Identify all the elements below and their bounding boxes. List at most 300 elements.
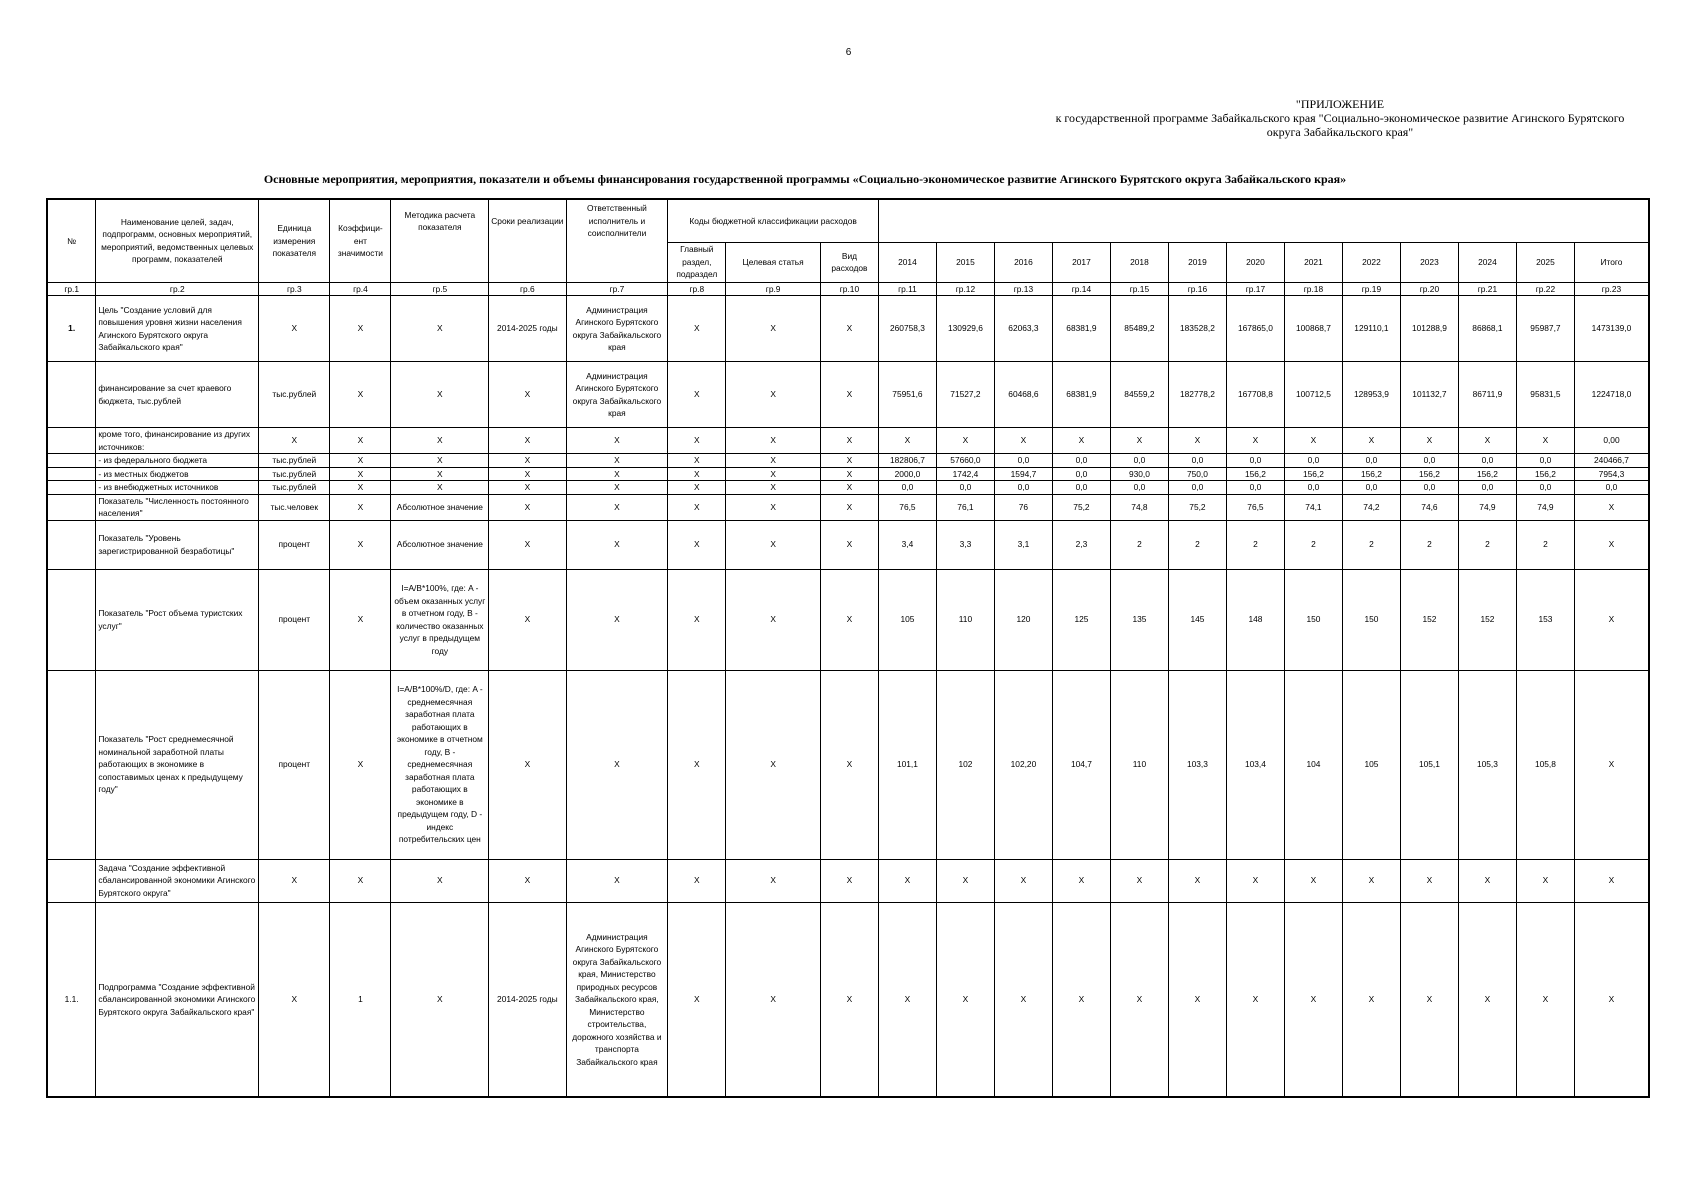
row-target-item: X <box>726 859 821 902</box>
row-method: X <box>391 467 489 481</box>
row-year-value: 1594,7 <box>994 467 1052 481</box>
row-year-value: 76,1 <box>936 494 994 520</box>
row-year-value: 57660,0 <box>936 454 994 468</box>
row-executor: X <box>566 859 668 902</box>
row-year-value: 167865,0 <box>1226 296 1284 362</box>
row-year-value: 86711,9 <box>1458 362 1516 428</box>
row-year-value: 0,0 <box>1052 467 1110 481</box>
header-num: № <box>47 199 96 282</box>
group-number-cell: гр.7 <box>566 282 668 296</box>
row-name: Подпрограмма "Создание эффективной сбалансированной экономики Агинского Бурятского округа Забайкальского края" <box>96 902 259 1097</box>
header-years-group <box>878 199 1649 242</box>
row-year-value: 110 <box>936 569 994 670</box>
row-chapter: X <box>668 454 726 468</box>
row-expense-type: X <box>820 428 878 454</box>
row-terms: 2014-2025 годы <box>489 296 566 362</box>
row-name: Задача "Создание эффективной сбалансированной экономики Агинского Бурятского округа" <box>96 859 259 902</box>
row-year-value: 74,6 <box>1400 494 1458 520</box>
row-method: X <box>391 859 489 902</box>
header-executor-cont <box>566 242 668 282</box>
row-name: - из внебюджетных источников <box>96 481 259 495</box>
row-year-value: 148 <box>1226 569 1284 670</box>
row-unit: тыс.рублей <box>259 362 330 428</box>
row-year-value: 0,0 <box>1168 454 1226 468</box>
row-year-value: 0,0 <box>1226 481 1284 495</box>
row-year-value: X <box>1342 859 1400 902</box>
row-year-value: 153 <box>1516 569 1574 670</box>
row-year-value: X <box>1516 859 1574 902</box>
row-chapter: X <box>668 362 726 428</box>
row-total: 1224718,0 <box>1574 362 1649 428</box>
row-year-value: 0,0 <box>1110 454 1168 468</box>
row-year-value: 0,0 <box>1516 481 1574 495</box>
header-year: 2020 <box>1226 242 1284 282</box>
row-coef: X <box>330 296 391 362</box>
row-year-value: X <box>1284 859 1342 902</box>
row-year-value: 260758,3 <box>878 296 936 362</box>
row-year-value: 150 <box>1284 569 1342 670</box>
row-target-item: X <box>726 520 821 569</box>
table-row <box>47 902 1649 1097</box>
header-year: 2016 <box>994 242 1052 282</box>
header-expense-type: Вид расходов <box>820 242 878 282</box>
row-year-value: 3,4 <box>878 520 936 569</box>
row-method: Абсолютное значение <box>391 520 489 569</box>
row-method: X <box>391 428 489 454</box>
row-terms: X <box>489 428 566 454</box>
row-coef: X <box>330 454 391 468</box>
row-year-value: X <box>1458 859 1516 902</box>
row-year-value: 167708,8 <box>1226 362 1284 428</box>
group-number-cell: гр.11 <box>878 282 936 296</box>
table-row <box>47 362 1649 428</box>
row-unit: тыс.рублей <box>259 467 330 481</box>
row-year-value: 156,2 <box>1400 467 1458 481</box>
header-year: 2024 <box>1458 242 1516 282</box>
row-year-value: 2 <box>1516 520 1574 569</box>
row-year-value: 74,1 <box>1284 494 1342 520</box>
row-name: Показатель "Рост объема туристских услуг" <box>96 569 259 670</box>
row-method: X <box>391 296 489 362</box>
table-row <box>47 859 1649 902</box>
header-name: Наименование целей, задач, подпрограмм, основных мероприятий, мероприятий, ведомственных целевых программ, показателей <box>96 199 259 282</box>
row-number <box>47 467 96 481</box>
group-number-cell: гр.15 <box>1110 282 1168 296</box>
row-coef: X <box>330 859 391 902</box>
row-number <box>47 569 96 670</box>
group-number-cell: гр.20 <box>1400 282 1458 296</box>
row-expense-type: X <box>820 902 878 1097</box>
row-coef: X <box>330 362 391 428</box>
row-year-value: X <box>1400 428 1458 454</box>
row-year-value: 0,0 <box>1458 454 1516 468</box>
header-row-1 <box>47 199 1649 242</box>
row-year-value: 76,5 <box>1226 494 1284 520</box>
row-year-value: 103,4 <box>1226 670 1284 859</box>
row-executor: X <box>566 670 668 859</box>
row-year-value: 0,0 <box>1400 481 1458 495</box>
row-method: X <box>391 902 489 1097</box>
header-chapter: Главный раздел, подраздел <box>668 242 726 282</box>
row-year-value: 76,5 <box>878 494 936 520</box>
row-target-item: X <box>726 467 821 481</box>
header-terms-cont <box>489 242 566 282</box>
row-name: - из федерального бюджета <box>96 454 259 468</box>
row-terms: X <box>489 467 566 481</box>
row-executor: X <box>566 428 668 454</box>
row-method: I=A/B*100%, где: A - объем оказанных услуг в отчетном году, B - количество оказанных услуг в предыдущем году <box>391 569 489 670</box>
row-year-value: 125 <box>1052 569 1110 670</box>
table-row <box>47 296 1649 362</box>
row-year-value: 145 <box>1168 569 1226 670</box>
row-year-value: 2 <box>1226 520 1284 569</box>
row-year-value: 128953,9 <box>1342 362 1400 428</box>
row-year-value: X <box>936 902 994 1097</box>
row-year-value: X <box>1168 859 1226 902</box>
group-number-cell: гр.6 <box>489 282 566 296</box>
row-expense-type: X <box>820 520 878 569</box>
row-executor: X <box>566 481 668 495</box>
group-number-cell: гр.14 <box>1052 282 1110 296</box>
row-year-value: 75951,6 <box>878 362 936 428</box>
row-coef: X <box>330 569 391 670</box>
row-year-value: 182806,7 <box>878 454 936 468</box>
row-year-value: 182778,2 <box>1168 362 1226 428</box>
row-year-value: 156,2 <box>1226 467 1284 481</box>
row-year-value: X <box>1400 859 1458 902</box>
row-terms: X <box>489 454 566 468</box>
row-year-value: 0,0 <box>936 481 994 495</box>
row-year-value: 129110,1 <box>1342 296 1400 362</box>
group-number-cell: гр.1 <box>47 282 96 296</box>
row-coef: X <box>330 670 391 859</box>
header-year: 2018 <box>1110 242 1168 282</box>
row-coef: X <box>330 481 391 495</box>
header-executor: Ответственный исполнитель и соисполнители <box>566 199 668 242</box>
row-year-value: 0,0 <box>1110 481 1168 495</box>
row-chapter: X <box>668 569 726 670</box>
row-year-value: 85489,2 <box>1110 296 1168 362</box>
row-year-value: 0,0 <box>1342 481 1400 495</box>
row-year-value: X <box>1516 902 1574 1097</box>
row-year-value: X <box>1110 859 1168 902</box>
row-name: Показатель "Рост среднемесячной номинальной заработной платы работающих в экономике в сопоставимых ценах к предыдущему году" <box>96 670 259 859</box>
row-expense-type: X <box>820 859 878 902</box>
row-coef: X <box>330 428 391 454</box>
row-year-value: 105,3 <box>1458 670 1516 859</box>
table-row <box>47 520 1649 569</box>
row-year-value: 3,1 <box>994 520 1052 569</box>
row-number: 1. <box>47 296 96 362</box>
row-year-value: 152 <box>1458 569 1516 670</box>
row-year-value: X <box>1342 902 1400 1097</box>
row-coef: X <box>330 467 391 481</box>
row-target-item: X <box>726 494 821 520</box>
row-year-value: X <box>1284 428 1342 454</box>
row-name: кроме того, финансирование из других источников: <box>96 428 259 454</box>
row-method: Абсолютное значение <box>391 494 489 520</box>
group-number-cell: гр.10 <box>820 282 878 296</box>
row-year-value: X <box>1052 428 1110 454</box>
row-expense-type: X <box>820 467 878 481</box>
row-year-value: 75,2 <box>1168 494 1226 520</box>
row-year-value: X <box>994 859 1052 902</box>
group-number-row <box>47 282 1649 296</box>
row-year-value: X <box>878 428 936 454</box>
row-year-value: 75,2 <box>1052 494 1110 520</box>
table-row <box>47 454 1649 468</box>
row-expense-type: X <box>820 296 878 362</box>
row-year-value: X <box>1400 902 1458 1097</box>
row-name: Цель "Создание условий для повышения уровня жизни населения Агинского Бурятского округа Забайкальского края" <box>96 296 259 362</box>
group-number-cell: гр.16 <box>1168 282 1226 296</box>
row-total: X <box>1574 670 1649 859</box>
header-method-cont <box>391 242 489 282</box>
row-total: 0,00 <box>1574 428 1649 454</box>
row-year-value: 130929,6 <box>936 296 994 362</box>
row-number <box>47 494 96 520</box>
program-table <box>46 198 1650 1098</box>
row-year-value: X <box>1052 902 1110 1097</box>
row-year-value: 2 <box>1284 520 1342 569</box>
row-year-value: 105 <box>878 569 936 670</box>
row-year-value: 120 <box>994 569 1052 670</box>
header-target-item: Целевая статья <box>726 242 821 282</box>
table-row <box>47 467 1649 481</box>
row-chapter: X <box>668 481 726 495</box>
header-year: 2015 <box>936 242 994 282</box>
header-unit: Единица измерения показателя <box>259 199 330 282</box>
row-year-value: 74,8 <box>1110 494 1168 520</box>
row-unit: процент <box>259 569 330 670</box>
appendix-line-3: округа Забайкальского края" <box>1266 125 1414 139</box>
row-unit: X <box>259 428 330 454</box>
row-year-value: 156,2 <box>1284 467 1342 481</box>
row-year-value: 100712,5 <box>1284 362 1342 428</box>
row-terms: X <box>489 859 566 902</box>
row-target-item: X <box>726 362 821 428</box>
header-terms: Сроки реализации <box>489 199 566 242</box>
group-number-cell: гр.5 <box>391 282 489 296</box>
row-year-value: X <box>1516 428 1574 454</box>
row-total: X <box>1574 902 1649 1097</box>
row-method: I=A/B*100%/D, где: A - среднемесячная заработная плата работающих в экономике в отчетном году, B - среднемесячная заработная плата работающих в экономике в предыдущем году, D - индекс потребительских цен <box>391 670 489 859</box>
row-year-value: 86868,1 <box>1458 296 1516 362</box>
row-chapter: X <box>668 467 726 481</box>
row-executor: Администрация Агинского Бурятского округа Забайкальского края <box>566 362 668 428</box>
row-year-value: 2 <box>1342 520 1400 569</box>
row-executor: X <box>566 520 668 569</box>
row-unit: X <box>259 296 330 362</box>
row-terms: X <box>489 670 566 859</box>
row-executor: X <box>566 454 668 468</box>
row-year-value: X <box>936 859 994 902</box>
row-coef: X <box>330 520 391 569</box>
row-target-item: X <box>726 296 821 362</box>
row-year-value: X <box>1226 428 1284 454</box>
row-year-value: X <box>1342 428 1400 454</box>
row-chapter: X <box>668 520 726 569</box>
row-year-value: 76 <box>994 494 1052 520</box>
row-year-value: 135 <box>1110 569 1168 670</box>
header-coef: Коэффици-ент значимости <box>330 199 391 282</box>
row-year-value: 101,1 <box>878 670 936 859</box>
row-year-value: 0,0 <box>1052 481 1110 495</box>
row-target-item: X <box>726 454 821 468</box>
row-year-value: 0,0 <box>994 454 1052 468</box>
row-year-value: 105,8 <box>1516 670 1574 859</box>
row-year-value: 95831,5 <box>1516 362 1574 428</box>
group-number-cell: гр.19 <box>1342 282 1400 296</box>
header-budget-codes: Коды бюджетной классификации расходов <box>668 199 879 242</box>
row-target-item: X <box>726 428 821 454</box>
row-year-value: 104,7 <box>1052 670 1110 859</box>
row-terms: X <box>489 362 566 428</box>
row-number <box>47 481 96 495</box>
row-coef: 1 <box>330 902 391 1097</box>
row-year-value: X <box>878 859 936 902</box>
row-year-value: X <box>1226 902 1284 1097</box>
row-chapter: X <box>668 494 726 520</box>
row-method: X <box>391 362 489 428</box>
row-target-item: X <box>726 902 821 1097</box>
group-number-cell: гр.21 <box>1458 282 1516 296</box>
group-number-cell: гр.12 <box>936 282 994 296</box>
row-year-value: 0,0 <box>1458 481 1516 495</box>
row-unit: тыс.рублей <box>259 454 330 468</box>
row-chapter: X <box>668 902 726 1097</box>
row-executor: Администрация Агинского Бурятского округа Забайкальского края, Министерство природных ресурсов Забайкальского края, Министерство строительства, дорожного хозяйства и транспорта Забайкальского края <box>566 902 668 1097</box>
row-total: 240466,7 <box>1574 454 1649 468</box>
row-year-value: 152 <box>1400 569 1458 670</box>
row-year-value: 0,0 <box>1226 454 1284 468</box>
row-year-value: 84559,2 <box>1110 362 1168 428</box>
row-number <box>47 859 96 902</box>
row-year-value: X <box>1052 859 1110 902</box>
row-year-value: X <box>1284 902 1342 1097</box>
row-year-value: X <box>878 902 936 1097</box>
row-terms: 2014-2025 годы <box>489 902 566 1097</box>
row-total: X <box>1574 859 1649 902</box>
row-executor: X <box>566 467 668 481</box>
row-year-value: 104 <box>1284 670 1342 859</box>
row-year-value: 74,2 <box>1342 494 1400 520</box>
row-year-value: 105 <box>1342 670 1400 859</box>
row-year-value: 0,0 <box>1284 481 1342 495</box>
group-number-cell: гр.18 <box>1284 282 1342 296</box>
row-name: - из местных бюджетов <box>96 467 259 481</box>
row-chapter: X <box>668 428 726 454</box>
row-terms: X <box>489 481 566 495</box>
row-year-value: X <box>1168 428 1226 454</box>
row-name: Показатель "Уровень зарегистрированной безработицы" <box>96 520 259 569</box>
group-number-cell: гр.3 <box>259 282 330 296</box>
row-terms: X <box>489 520 566 569</box>
header-year: 2025 <box>1516 242 1574 282</box>
table-row <box>47 494 1649 520</box>
row-number <box>47 454 96 468</box>
group-number-cell: гр.4 <box>330 282 391 296</box>
row-chapter: X <box>668 670 726 859</box>
row-year-value: 95987,7 <box>1516 296 1574 362</box>
row-number <box>47 520 96 569</box>
row-executor: Администрация Агинского Бурятского округа Забайкальского края <box>566 296 668 362</box>
header-year: 2022 <box>1342 242 1400 282</box>
row-year-value: X <box>1110 902 1168 1097</box>
appendix-line-1: "ПРИЛОЖЕНИЕ <box>1295 97 1385 111</box>
row-year-value: 2 <box>1400 520 1458 569</box>
group-number-cell: гр.2 <box>96 282 259 296</box>
table-row <box>47 481 1649 495</box>
row-name: Показатель "Численность постоянного населения" <box>96 494 259 520</box>
row-name: финансирование за счет краевого бюджета, тыс.рублей <box>96 362 259 428</box>
row-expense-type: X <box>820 494 878 520</box>
row-chapter: X <box>668 296 726 362</box>
header-method: Методика расчета показателя <box>391 199 489 242</box>
row-method: X <box>391 481 489 495</box>
header-year: 2023 <box>1400 242 1458 282</box>
row-year-value: 156,2 <box>1342 467 1400 481</box>
row-year-value: 1742,4 <box>936 467 994 481</box>
header-year: 2017 <box>1052 242 1110 282</box>
row-year-value: 60468,6 <box>994 362 1052 428</box>
row-year-value: X <box>1168 902 1226 1097</box>
row-total: X <box>1574 520 1649 569</box>
row-year-value: 74,9 <box>1458 494 1516 520</box>
row-year-value: 74,9 <box>1516 494 1574 520</box>
row-year-value: 101132,7 <box>1400 362 1458 428</box>
row-target-item: X <box>726 569 821 670</box>
row-year-value: 156,2 <box>1458 467 1516 481</box>
row-year-value: 103,3 <box>1168 670 1226 859</box>
row-total: X <box>1574 569 1649 670</box>
row-year-value: 62063,3 <box>994 296 1052 362</box>
row-year-value: 156,2 <box>1516 467 1574 481</box>
row-year-value: 3,3 <box>936 520 994 569</box>
row-year-value: 183528,2 <box>1168 296 1226 362</box>
header-year: 2021 <box>1284 242 1342 282</box>
row-year-value: 750,0 <box>1168 467 1226 481</box>
row-year-value: 68381,9 <box>1052 296 1110 362</box>
row-year-value: 0,0 <box>1284 454 1342 468</box>
group-number-cell: гр.22 <box>1516 282 1574 296</box>
row-expense-type: X <box>820 670 878 859</box>
row-unit: тыс.человек <box>259 494 330 520</box>
row-target-item: X <box>726 670 821 859</box>
row-executor: X <box>566 494 668 520</box>
row-expense-type: X <box>820 362 878 428</box>
row-year-value: 0,0 <box>1168 481 1226 495</box>
row-number <box>47 428 96 454</box>
row-year-value: X <box>936 428 994 454</box>
row-year-value: 2,3 <box>1052 520 1110 569</box>
document-title: Основные мероприятия, мероприятия, показатели и объемы финансирования государственной программы «Социально-экономическое развитие Агинского Бурятского округа Забайкальского края» <box>263 172 1347 186</box>
row-year-value: X <box>1458 902 1516 1097</box>
row-year-value: X <box>1226 859 1284 902</box>
row-target-item: X <box>726 481 821 495</box>
row-unit: X <box>259 902 330 1097</box>
row-year-value: 110 <box>1110 670 1168 859</box>
row-terms: X <box>489 494 566 520</box>
row-year-value: 2 <box>1458 520 1516 569</box>
row-year-value: 105,1 <box>1400 670 1458 859</box>
row-total: 1473139,0 <box>1574 296 1649 362</box>
row-unit: процент <box>259 670 330 859</box>
row-year-value: 71527,2 <box>936 362 994 428</box>
row-year-value: 102,20 <box>994 670 1052 859</box>
row-year-value: 0,0 <box>1400 454 1458 468</box>
row-year-value: 0,0 <box>1052 454 1110 468</box>
